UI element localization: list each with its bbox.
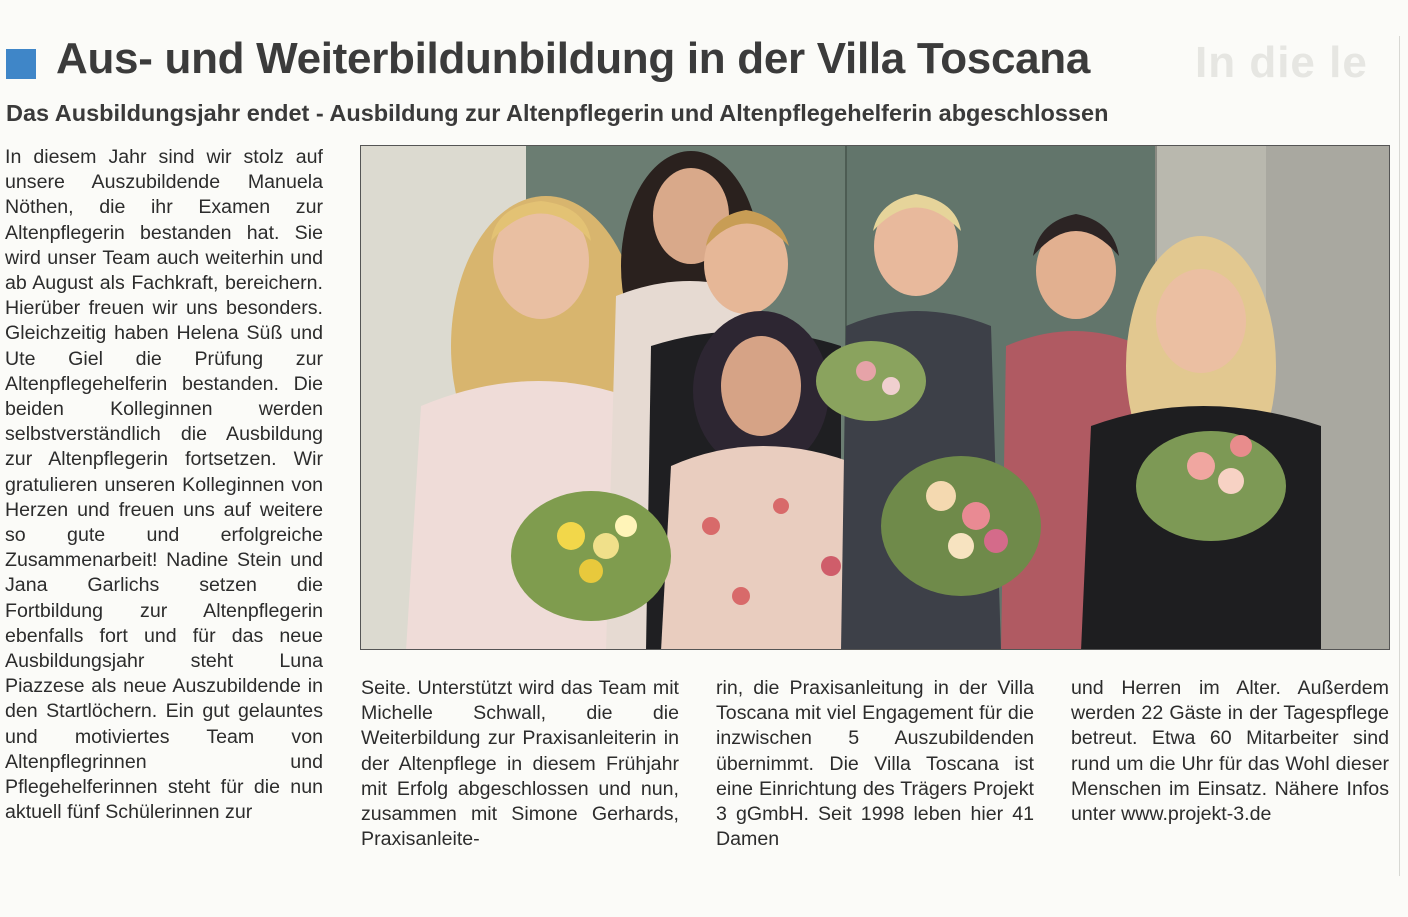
text-column-3 <box>716 676 1034 852</box>
article-headline: Aus- und Weiterbildunbildung in der Villa Toscana <box>56 34 1091 83</box>
neighbor-article-heading: In die le <box>1195 38 1368 87</box>
column-rule <box>1399 36 1400 876</box>
column-3-text: rin, die Praxisanleitung in der Villa Toscana mit viel Engagement für die inzwischen 5 Auszubildenden übernimmt. Die Villa Toscana ist eine Einrichtung des Trägers Projekt 3 gGmbH. Seit 1998 leben hier 41 Damen <box>716 677 1034 851</box>
group-photo <box>360 145 1390 650</box>
column-4-text: und Herren im Alter. Außerdem werden 22 Gäste in der Tagespflege betreut. Etwa 60 Mitarbeiter sind rund um die Uhr für das Wohl dieser Menschen im Einsatz. Nähere Infos unter www.projekt-3.de <box>1071 677 1389 826</box>
text-column-4 <box>1071 676 1389 827</box>
article-subheadline: Das Ausbildungsjahr endet - Ausbildung zur Altenpflegerin und Altenpflegehelferin abgeschlossen <box>6 100 1109 126</box>
column-2-text: Seite. Unterstützt wird das Team mit Michelle Schwall, die die Weiterbildung zur Praxisanleiterin in der Altenpflege in diesem Frühjahr mit Erfolg abgeschlossen und nun, zusammen mit Simone Gerhards, Praxisanleite- <box>361 677 679 851</box>
headline-marker <box>6 49 36 79</box>
group-photo-illustration <box>361 146 1390 650</box>
column-1-text: In diesem Jahr sind wir stolz auf unsere Auszubildende Manuela Nöthen, die ihr Examen zur Altenpflegerin bestanden hat. Sie wird unser Team auch weiterhin und ab August als Fachkraft, bereichern. Hierüber freuen wir uns besonders. Gleichzeitig haben Helena Süß und Ute Giel die Prüfung zur Altenpflegehelferin bestanden. Die beiden Kolleginnen werden selbstverständlich die Ausbildung zur Altenpflegerin fortsetzen. Wir gratulieren unseren Kolleginnen von Herzen und freuen uns auf weitere so gute und erfolgreiche Zusammenarbeit! Nadine Stein und Jana Garlichs setzen die Fortbildung zur Altenpflegerin ebenfalls fort und für das neue Ausbildungsjahr steht Luna Piazzese als neue Auszubildende in den Startlöchern. Ein gut gelauntes und motiviertes Team von Altenpflegrinnen und Pflegehelferinnen steht für die nun aktuell fünf Schülerinnen zur <box>5 146 323 824</box>
text-column-2 <box>361 676 679 852</box>
text-column-1 <box>5 145 323 825</box>
